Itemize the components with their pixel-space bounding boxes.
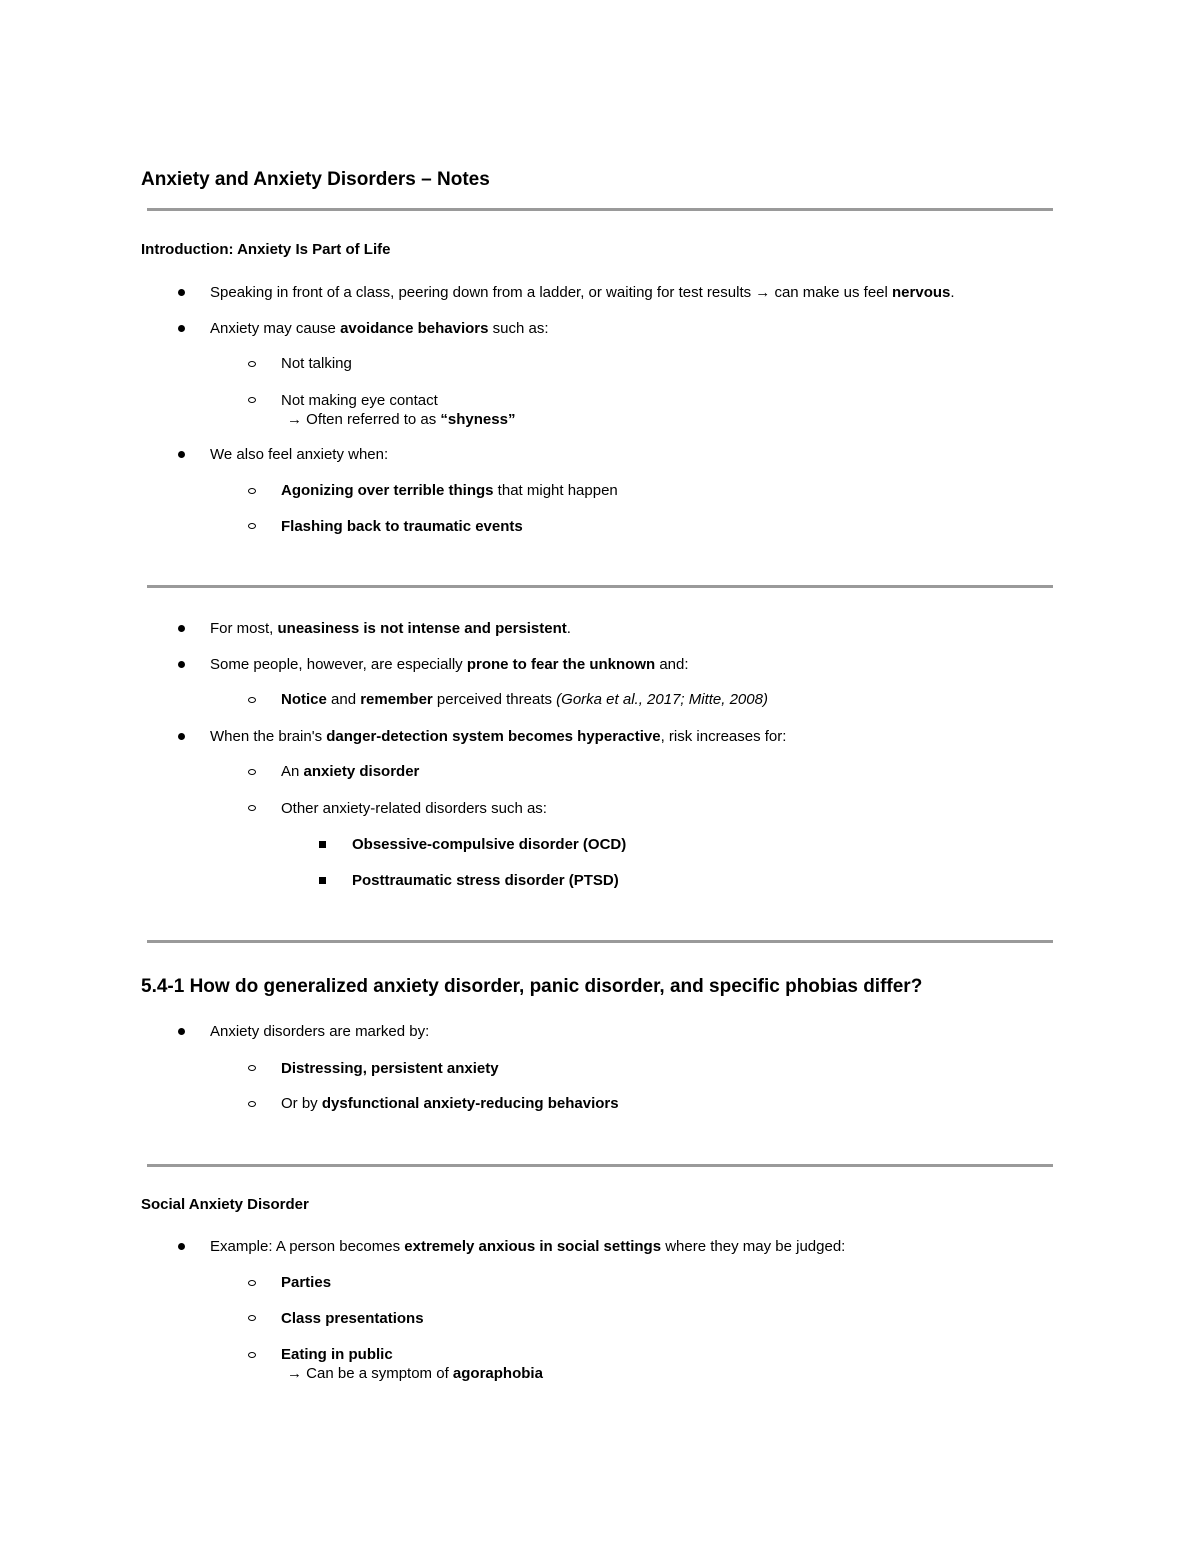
list-item: Not making eye contact	[281, 392, 438, 409]
list-item: An anxiety disorder	[281, 763, 420, 780]
list-item-note: → Can be a symptom of agoraphobia	[287, 1365, 543, 1382]
list-item: Parties	[281, 1274, 332, 1291]
bullet-disc	[178, 625, 185, 632]
list-item: We also feel anxiety when:	[210, 446, 389, 463]
bullet-circle	[248, 1352, 256, 1358]
list-item: Notice and remember perceived threats (Gorka et al., 2017; Mitte, 2008)	[281, 691, 768, 708]
list-item: Some people, however, are especially prone to fear the unknown and:	[210, 656, 689, 673]
bullet-square	[319, 877, 326, 884]
bullet-circle	[248, 397, 256, 403]
bullet-circle	[248, 488, 256, 494]
divider	[147, 940, 1053, 943]
bullet-disc	[178, 1028, 185, 1035]
bullet-circle	[248, 1101, 256, 1107]
bullet-circle	[248, 769, 256, 775]
list-item: Eating in public	[281, 1346, 393, 1363]
list-item: Anxiety may cause avoidance behaviors such as:	[210, 320, 549, 337]
bullet-circle	[248, 523, 256, 529]
document-title: Anxiety and Anxiety Disorders – Notes	[141, 169, 490, 190]
list-item: Not talking	[281, 355, 352, 372]
bullet-disc	[178, 661, 185, 668]
bullet-disc	[178, 289, 185, 296]
list-item: Speaking in front of a class, peering down from a ladder, or waiting for test results → can make us feel nervous.	[210, 284, 955, 301]
list-item: When the brain's danger-detection system becomes hyperactive, risk increases for:	[210, 728, 787, 745]
list-item: For most, uneasiness is not intense and persistent.	[210, 620, 571, 637]
list-item: Flashing back to traumatic events	[281, 518, 523, 535]
list-item: Or by dysfunctional anxiety-reducing behaviors	[281, 1095, 619, 1112]
list-item: Anxiety disorders are marked by:	[210, 1023, 430, 1040]
divider	[147, 1164, 1053, 1167]
bullet-circle	[248, 1065, 256, 1071]
bullet-disc	[178, 451, 185, 458]
bullet-circle	[248, 805, 256, 811]
section-heading-intro: Introduction: Anxiety Is Part of Life	[141, 241, 391, 258]
bullet-circle	[248, 361, 256, 367]
list-item-note: → Often referred to as “shyness”	[287, 411, 516, 428]
list-item: Other anxiety-related disorders such as:	[281, 800, 547, 817]
bullet-square	[319, 841, 326, 848]
bullet-circle	[248, 1315, 256, 1321]
list-item: Agonizing over terrible things that might happen	[281, 482, 618, 499]
section-heading-social-anxiety: Social Anxiety Disorder	[141, 1196, 309, 1213]
list-item: Example: A person becomes extremely anxious in social settings where they may be judged:	[210, 1238, 846, 1255]
list-item: Class presentations	[281, 1310, 424, 1327]
list-item: Posttraumatic stress disorder (PTSD)	[352, 872, 619, 889]
list-item: Obsessive-compulsive disorder (OCD)	[352, 836, 627, 853]
divider	[147, 585, 1053, 588]
bullet-circle	[248, 1280, 256, 1286]
bullet-circle	[248, 697, 256, 703]
section-heading-5-4-1: 5.4-1 How do generalized anxiety disorder, panic disorder, and specific phobias differ?	[141, 976, 923, 997]
bullet-disc	[178, 733, 185, 740]
bullet-disc	[178, 1243, 185, 1250]
divider	[147, 208, 1053, 211]
list-item: Distressing, persistent anxiety	[281, 1060, 499, 1077]
bullet-disc	[178, 325, 185, 332]
